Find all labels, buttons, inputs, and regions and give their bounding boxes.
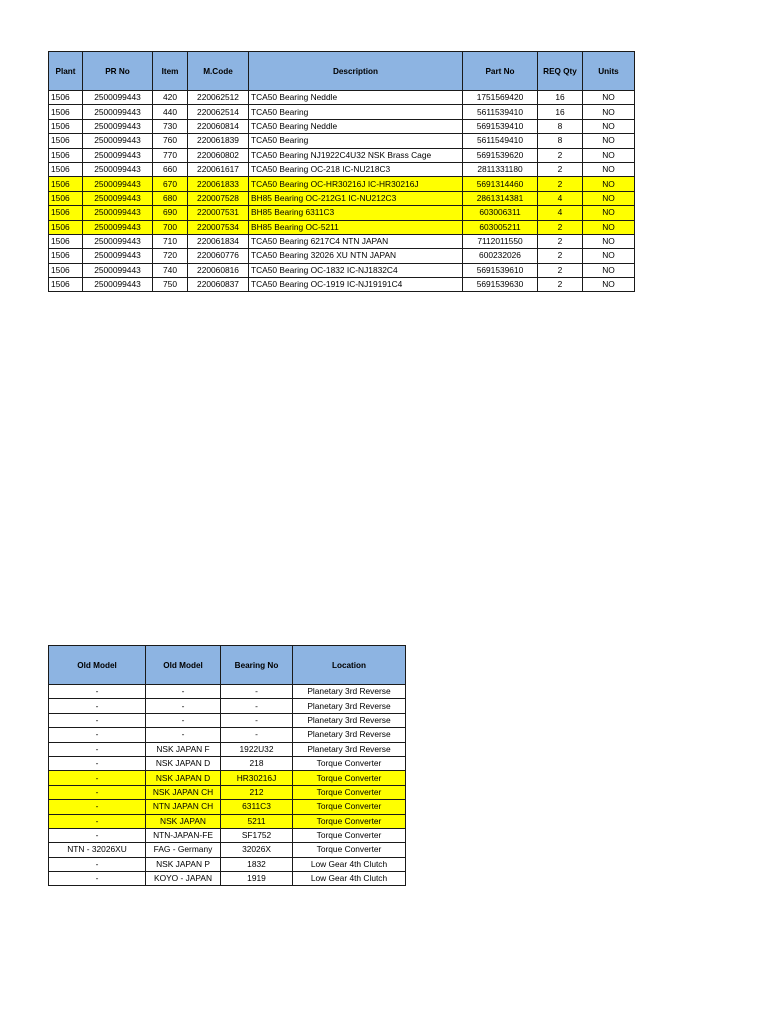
- table-row: [49, 91, 635, 105]
- header-description: Description: [249, 52, 463, 91]
- cell-part-no: 2861314381: [463, 191, 538, 205]
- cell-location: Torque Converter: [293, 828, 406, 842]
- cell-plant: 1506: [49, 105, 83, 119]
- table-row: [49, 278, 635, 292]
- purchase-request-rows: [49, 91, 635, 292]
- cell-req-qty: 8: [538, 119, 583, 133]
- cell-item: 690: [153, 206, 188, 220]
- cell-bearing-no: 212: [221, 785, 293, 799]
- cell-pr-no: 2500099443: [83, 162, 153, 176]
- cell-item: 700: [153, 220, 188, 234]
- cell-part-no: 600232026: [463, 249, 538, 263]
- cell-location: Planetary 3rd Reverse: [293, 713, 406, 727]
- cell-bearing-no: 218: [221, 756, 293, 770]
- table-header-row: [49, 646, 406, 685]
- table-row: [49, 742, 406, 756]
- cell-req-qty: 2: [538, 249, 583, 263]
- cell-mcode: 220060816: [188, 263, 249, 277]
- cell-location: Torque Converter: [293, 756, 406, 770]
- cell-part-no: 5691539410: [463, 119, 538, 133]
- cell-description: TCA50 Bearing: [249, 134, 463, 148]
- cell-units: NO: [583, 191, 635, 205]
- cell-item: 670: [153, 177, 188, 191]
- cell-bearing-no: 32026X: [221, 843, 293, 857]
- cell-plant: 1506: [49, 148, 83, 162]
- header-part-no: Part No: [463, 52, 538, 91]
- cell-mcode: 220007534: [188, 220, 249, 234]
- cell-description: TCA50 Bearing: [249, 105, 463, 119]
- cell-part-no: 5611539410: [463, 105, 538, 119]
- cell-units: NO: [583, 206, 635, 220]
- cell-plant: 1506: [49, 263, 83, 277]
- cell-pr-no: 2500099443: [83, 263, 153, 277]
- cell-pr-no: 2500099443: [83, 278, 153, 292]
- table-row: [49, 828, 406, 842]
- cell-item: 770: [153, 148, 188, 162]
- table-row: [49, 771, 406, 785]
- cell-old-model-1: -: [49, 771, 146, 785]
- cell-mcode: 220060776: [188, 249, 249, 263]
- cell-plant: 1506: [49, 249, 83, 263]
- cell-plant: 1506: [49, 177, 83, 191]
- cell-old-model-1: -: [49, 800, 146, 814]
- table-row: [49, 119, 635, 133]
- cell-location: Torque Converter: [293, 814, 406, 828]
- cell-old-model-1: -: [49, 699, 146, 713]
- cell-bearing-no: -: [221, 699, 293, 713]
- cell-bearing-no: -: [221, 713, 293, 727]
- cell-mcode: 220061839: [188, 134, 249, 148]
- cell-old-model-2: NSK JAPAN P: [146, 857, 221, 871]
- cell-bearing-no: 1919: [221, 872, 293, 886]
- cell-old-model-1: -: [49, 713, 146, 727]
- cell-old-model-2: NTN-JAPAN-FE: [146, 828, 221, 842]
- cell-description: TCA50 Bearing NJ1922C4U32 NSK Brass Cage: [249, 148, 463, 162]
- purchase-request-table: [48, 51, 635, 292]
- cell-part-no: 5691539630: [463, 278, 538, 292]
- cell-location: Planetary 3rd Reverse: [293, 699, 406, 713]
- cell-units: NO: [583, 278, 635, 292]
- cell-item: 740: [153, 263, 188, 277]
- header-req-qty: REQ Qty: [538, 52, 583, 91]
- cell-pr-no: 2500099443: [83, 249, 153, 263]
- cell-part-no: 5611549410: [463, 134, 538, 148]
- cell-pr-no: 2500099443: [83, 119, 153, 133]
- cell-part-no: 5691539620: [463, 148, 538, 162]
- table-row: [49, 857, 406, 871]
- cell-plant: 1506: [49, 191, 83, 205]
- cell-bearing-no: -: [221, 728, 293, 742]
- cell-units: NO: [583, 220, 635, 234]
- cell-units: NO: [583, 177, 635, 191]
- cell-part-no: 2811331180: [463, 162, 538, 176]
- table-row: [49, 148, 635, 162]
- cell-req-qty: 2: [538, 177, 583, 191]
- cell-old-model-2: KOYO - JAPAN: [146, 872, 221, 886]
- cell-description: BH85 Bearing 6311C3: [249, 206, 463, 220]
- header-item: Item: [153, 52, 188, 91]
- bearing-model-table: [48, 645, 406, 886]
- table-row: [49, 191, 635, 205]
- table-row: [49, 105, 635, 119]
- cell-pr-no: 2500099443: [83, 105, 153, 119]
- cell-units: NO: [583, 134, 635, 148]
- cell-mcode: 220060814: [188, 119, 249, 133]
- header-plant: Plant: [49, 52, 83, 91]
- cell-old-model-1: -: [49, 785, 146, 799]
- cell-old-model-2: NSK JAPAN F: [146, 742, 221, 756]
- cell-description: BH85 Bearing OC-5211: [249, 220, 463, 234]
- cell-units: NO: [583, 234, 635, 248]
- cell-description: TCA50 Bearing OC-1832 IC-NJ1832C4: [249, 263, 463, 277]
- cell-units: NO: [583, 148, 635, 162]
- cell-req-qty: 2: [538, 148, 583, 162]
- cell-old-model-1: -: [49, 685, 146, 699]
- cell-location: Planetary 3rd Reverse: [293, 728, 406, 742]
- cell-description: TCA50 Bearing OC-1919 IC-NJ19191C4: [249, 278, 463, 292]
- cell-item: 710: [153, 234, 188, 248]
- table-row: [49, 177, 635, 191]
- cell-mcode: 220007528: [188, 191, 249, 205]
- cell-plant: 1506: [49, 206, 83, 220]
- cell-units: NO: [583, 249, 635, 263]
- cell-pr-no: 2500099443: [83, 191, 153, 205]
- table-row: [49, 134, 635, 148]
- cell-location: Planetary 3rd Reverse: [293, 685, 406, 699]
- header-old-model-2: Old Model: [146, 646, 221, 685]
- cell-bearing-no: 6311C3: [221, 800, 293, 814]
- cell-pr-no: 2500099443: [83, 234, 153, 248]
- header-units: Units: [583, 52, 635, 91]
- cell-part-no: 603005211: [463, 220, 538, 234]
- cell-bearing-no: HR30216J: [221, 771, 293, 785]
- cell-old-model-2: NSK JAPAN D: [146, 756, 221, 770]
- cell-old-model-1: -: [49, 728, 146, 742]
- table-row: [49, 685, 406, 699]
- cell-location: Low Gear 4th Clutch: [293, 857, 406, 871]
- cell-req-qty: 2: [538, 234, 583, 248]
- cell-item: 420: [153, 91, 188, 105]
- cell-bearing-no: 1922U32: [221, 742, 293, 756]
- header-pr-no: PR No: [83, 52, 153, 91]
- cell-mcode: 220062514: [188, 105, 249, 119]
- cell-description: TCA50 Bearing Neddle: [249, 91, 463, 105]
- cell-old-model-2: NSK JAPAN CH: [146, 785, 221, 799]
- table-row: [49, 162, 635, 176]
- cell-plant: 1506: [49, 91, 83, 105]
- cell-mcode: 220061833: [188, 177, 249, 191]
- cell-pr-no: 2500099443: [83, 220, 153, 234]
- cell-plant: 1506: [49, 234, 83, 248]
- header-bearing-no: Bearing No: [221, 646, 293, 685]
- table-row: [49, 756, 406, 770]
- cell-old-model-2: NSK JAPAN D: [146, 771, 221, 785]
- cell-mcode: 220061834: [188, 234, 249, 248]
- cell-old-model-2: NTN JAPAN CH: [146, 800, 221, 814]
- cell-req-qty: 16: [538, 105, 583, 119]
- cell-item: 440: [153, 105, 188, 119]
- cell-item: 680: [153, 191, 188, 205]
- cell-units: NO: [583, 119, 635, 133]
- table-row: [49, 206, 635, 220]
- cell-plant: 1506: [49, 278, 83, 292]
- cell-plant: 1506: [49, 119, 83, 133]
- cell-pr-no: 2500099443: [83, 134, 153, 148]
- cell-req-qty: 4: [538, 206, 583, 220]
- cell-mcode: 220060802: [188, 148, 249, 162]
- cell-description: TCA50 Bearing OC-HR30216J IC-HR30216J: [249, 177, 463, 191]
- cell-description: TCA50 Bearing 32026 XU NTN JAPAN: [249, 249, 463, 263]
- cell-old-model-2: NSK JAPAN: [146, 814, 221, 828]
- cell-old-model-2: FAG - Germany: [146, 843, 221, 857]
- cell-mcode: 220060837: [188, 278, 249, 292]
- table-row: [49, 843, 406, 857]
- cell-req-qty: 2: [538, 263, 583, 277]
- cell-bearing-no: SF1752: [221, 828, 293, 842]
- cell-item: 750: [153, 278, 188, 292]
- table-header-row: [49, 52, 635, 91]
- cell-old-model-1: -: [49, 828, 146, 842]
- cell-part-no: 1751569420: [463, 91, 538, 105]
- cell-req-qty: 16: [538, 91, 583, 105]
- table-row: [49, 220, 635, 234]
- cell-old-model-2: -: [146, 685, 221, 699]
- cell-bearing-no: -: [221, 685, 293, 699]
- cell-plant: 1506: [49, 220, 83, 234]
- cell-item: 720: [153, 249, 188, 263]
- cell-old-model-2: -: [146, 713, 221, 727]
- cell-item: 730: [153, 119, 188, 133]
- table-row: [49, 872, 406, 886]
- cell-old-model-1: -: [49, 857, 146, 871]
- cell-units: NO: [583, 91, 635, 105]
- table-row: [49, 785, 406, 799]
- header-mcode: M.Code: [188, 52, 249, 91]
- bearing-model-rows: [49, 685, 406, 886]
- cell-old-model-1: -: [49, 756, 146, 770]
- cell-req-qty: 2: [538, 278, 583, 292]
- cell-old-model-2: -: [146, 699, 221, 713]
- cell-part-no: 5691539610: [463, 263, 538, 277]
- cell-part-no: 7112011550: [463, 234, 538, 248]
- table-row: [49, 728, 406, 742]
- table-row: [49, 263, 635, 277]
- cell-location: Torque Converter: [293, 771, 406, 785]
- cell-plant: 1506: [49, 134, 83, 148]
- cell-location: Torque Converter: [293, 800, 406, 814]
- header-location: Location: [293, 646, 406, 685]
- table-row: [49, 814, 406, 828]
- cell-req-qty: 8: [538, 134, 583, 148]
- cell-plant: 1506: [49, 162, 83, 176]
- cell-old-model-2: -: [146, 728, 221, 742]
- cell-pr-no: 2500099443: [83, 206, 153, 220]
- cell-bearing-no: 1832: [221, 857, 293, 871]
- cell-item: 660: [153, 162, 188, 176]
- cell-units: NO: [583, 162, 635, 176]
- table-row: [49, 713, 406, 727]
- cell-old-model-1: -: [49, 742, 146, 756]
- cell-pr-no: 2500099443: [83, 177, 153, 191]
- cell-location: Torque Converter: [293, 843, 406, 857]
- table-row: [49, 800, 406, 814]
- cell-units: NO: [583, 105, 635, 119]
- header-old-model-1: Old Model: [49, 646, 146, 685]
- cell-mcode: 220007531: [188, 206, 249, 220]
- cell-req-qty: 4: [538, 191, 583, 205]
- cell-old-model-1: -: [49, 872, 146, 886]
- cell-location: Torque Converter: [293, 785, 406, 799]
- cell-bearing-no: 5211: [221, 814, 293, 828]
- cell-location: Low Gear 4th Clutch: [293, 872, 406, 886]
- cell-description: TCA50 Bearing 6217C4 NTN JAPAN: [249, 234, 463, 248]
- cell-old-model-1: NTN - 32026XU: [49, 843, 146, 857]
- cell-location: Planetary 3rd Reverse: [293, 742, 406, 756]
- cell-pr-no: 2500099443: [83, 91, 153, 105]
- table-row: [49, 699, 406, 713]
- table-row: [49, 249, 635, 263]
- cell-part-no: 5691314460: [463, 177, 538, 191]
- cell-item: 760: [153, 134, 188, 148]
- cell-part-no: 603006311: [463, 206, 538, 220]
- cell-description: TCA50 Bearing Neddle: [249, 119, 463, 133]
- table-row: [49, 234, 635, 248]
- cell-description: BH85 Bearing OC-212G1 IC-NU212C3: [249, 191, 463, 205]
- cell-description: TCA50 Bearing OC-218 IC-NU218C3: [249, 162, 463, 176]
- cell-units: NO: [583, 263, 635, 277]
- cell-mcode: 220062512: [188, 91, 249, 105]
- cell-mcode: 220061617: [188, 162, 249, 176]
- cell-pr-no: 2500099443: [83, 148, 153, 162]
- cell-req-qty: 2: [538, 220, 583, 234]
- cell-old-model-1: -: [49, 814, 146, 828]
- cell-req-qty: 2: [538, 162, 583, 176]
